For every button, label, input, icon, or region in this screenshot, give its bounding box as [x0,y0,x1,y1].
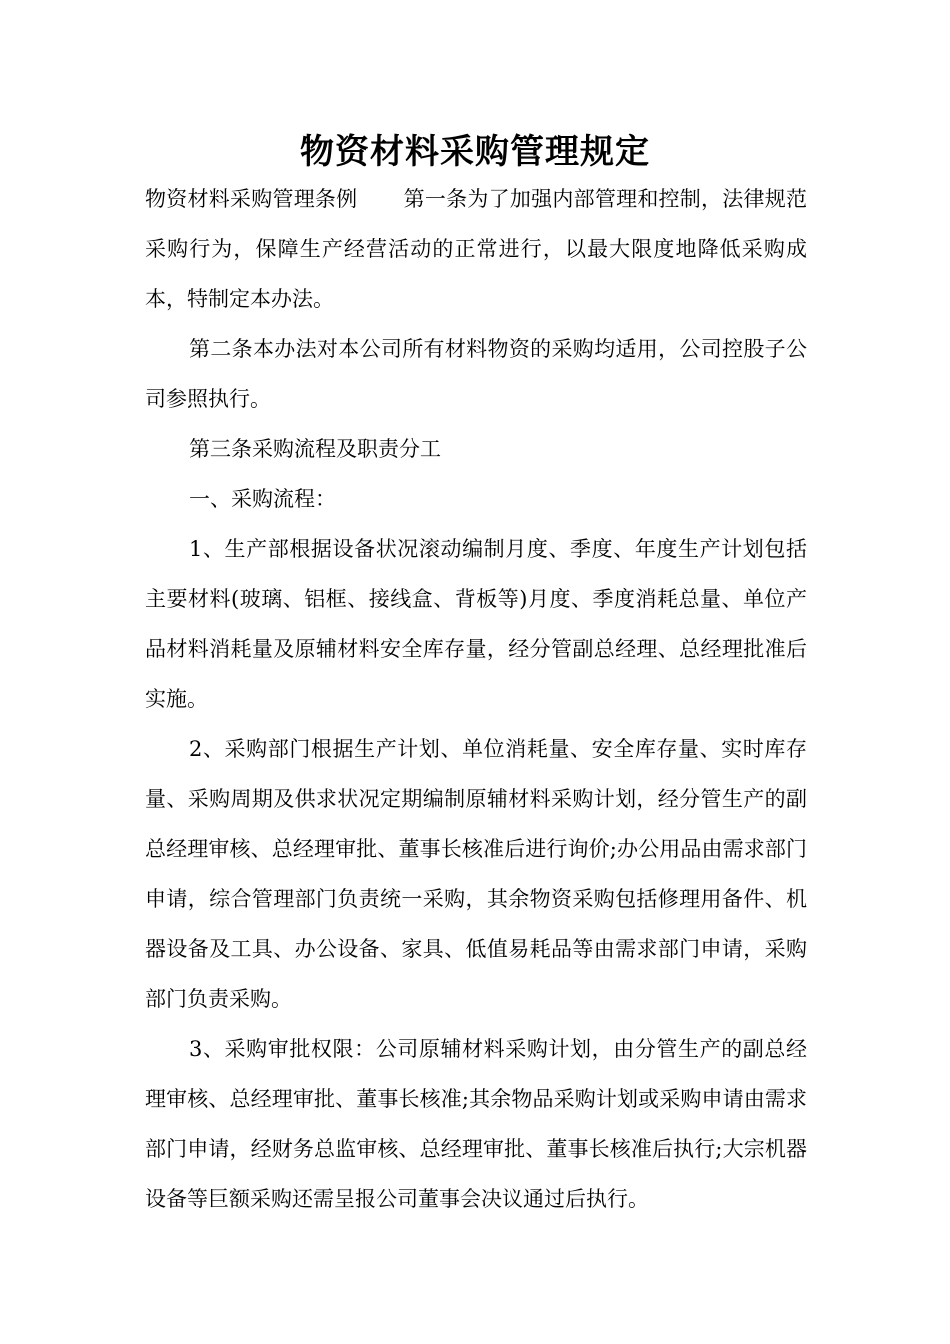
intro-label: 物资材料采购管理条例 [145,187,358,211]
paragraph-article-3: 第三条采购流程及职责分工 [189,437,441,461]
paragraph-item-3: 3、采购审批权限：公司原辅材料采购计划，由分管生产的副总经理审核、总经理审批、董事长核准;其余物品采购计划或采购申请由需求部门申请，经财务总监审核、总经理审批、董事长核准后执行;大宗机器设备等巨额采购还需呈报公司董事会决议通过后执行。 [145,1037,807,1211]
paragraph-article-2: 第二条本办法对本公司所有材料物资的采购均适用，公司控股子公司参照执行。 [145,337,807,411]
intro-text: 第一条为了加强内部管理和控制，法律规范采购行为，保障生产经营活动的正常进行，以最大限度地降低采购成本，特制定本办法。 [145,187,808,311]
intro-paragraph [145,174,807,324]
document-body [145,174,807,1224]
document-title: 物资材料采购管理规定 [300,132,650,172]
paragraph-section-1: 一、采购流程： [189,487,336,511]
paragraph-item-1: 1、生产部根据设备状况滚动编制月度、季度、年度生产计划包括主要材料(玻璃、铝框、接线盒、背板等)月度、季度消耗总量、单位产品材料消耗量及原辅材料安全库存量，经分管副总经理、总经理批准后实施。 [145,537,807,711]
paragraph-item-2: 2、采购部门根据生产计划、单位消耗量、安全库存量、实时库存量、采购周期及供求状况定期编制原辅材料采购计划，经分管生产的副总经理审核、总经理审批、董事长核准后进行询价;办公用品由需求部门申请，综合管理部门负责统一采购，其余物资采购包括修理用备件、机器设备及工具、办公设备、家具、低值易耗品等由需求部门申请，采购部门负责采购。 [145,737,807,1011]
